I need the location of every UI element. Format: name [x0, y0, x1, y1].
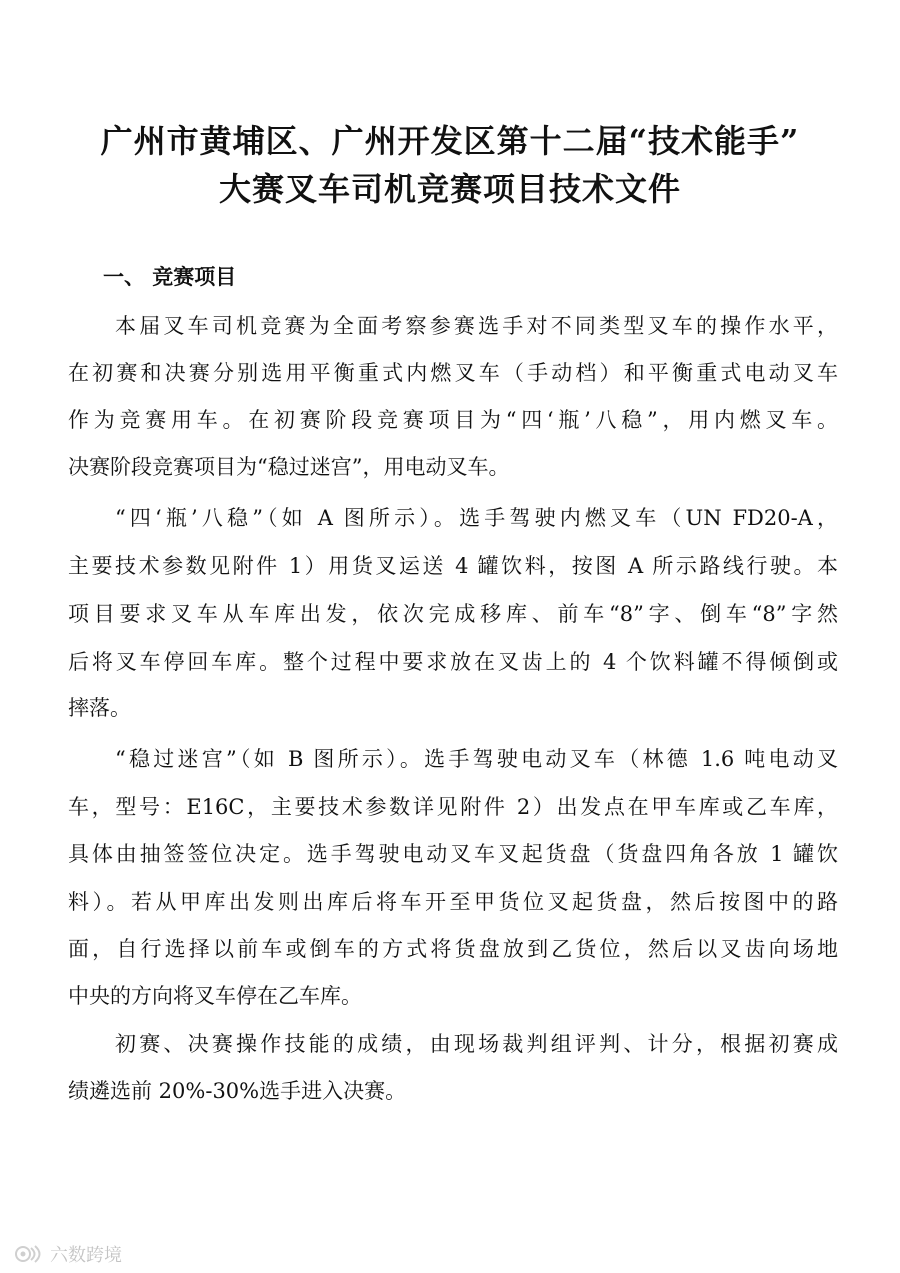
watermark-text: 六数跨境 — [50, 1245, 122, 1266]
paragraph-2-line-4: 后将叉车停回车库。整个过程中要求放在叉齿上的 4 个饮料罐不得倾倒或 — [68, 650, 838, 674]
paragraph-4-line-1: 初赛、决赛操作技能的成绩，由现场裁判组评判、计分，根据初赛成 — [115, 1032, 838, 1056]
paragraph-2-line-2: 主要技术参数见附件 1）用货叉运送 4 罐饮料，按图 A 所示路线行驶。本 — [68, 554, 838, 578]
paragraph-1-line-2: 在初赛和决赛分别选用平衡重式内燃叉车（手动档）和平衡重式电动叉车 — [68, 361, 838, 385]
paragraph-1-line-4: 决赛阶段竞赛项目为“稳过迷宫”，用电动叉车。 — [68, 455, 510, 479]
paragraph-1-line-1: 本届叉车司机竞赛为全面考察参赛选手对不同类型叉车的操作水平， — [115, 314, 838, 338]
brand-logo-icon — [14, 1243, 44, 1265]
paragraph-2-line-3: 项目要求叉车从车库出发，依次完成移库、前车“8”字、倒车“8”字然 — [68, 602, 838, 626]
paragraph-3-line-3: 具体由抽签签位决定。选手驾驶电动叉车叉起货盘（货盘四角各放 1 罐饮 — [68, 842, 838, 866]
paragraph-2-line-5: 摔落。 — [68, 696, 131, 720]
paragraph-3-line-1: “稳过迷宫”（如 B 图所示）。选手驾驶电动叉车（林德 1.6 吨电动叉 — [115, 747, 838, 771]
paragraph-3-line-6: 中央的方向将叉车停在乙车库。 — [68, 984, 362, 1008]
paragraph-1-line-3: 作为竞赛用车。在初赛阶段竞赛项目为“四‘瓶’八稳”，用内燃叉车。 — [68, 408, 838, 432]
document-title-line-2: 大赛叉车司机竞赛项目技术文件 — [218, 170, 681, 208]
paragraph-3-line-4: 料）。若从甲库出发则出库后将车开至甲货位叉起货盘，然后按图中的路 — [68, 890, 838, 914]
watermark — [14, 1241, 122, 1267]
section-heading: 一、 竞赛项目 — [103, 265, 237, 289]
document-title-line-1: 广州市黄埔区、广州开发区第十二届“技术能手” — [100, 122, 800, 160]
paragraph-3-line-2: 车，型号：E16C，主要技术参数详见附件 2）出发点在甲车库或乙车库， — [68, 795, 838, 819]
paragraph-3-line-5: 面，自行选择以前车或倒车的方式将货盘放到乙货位，然后以叉齿向场地 — [68, 937, 838, 961]
paragraph-2-line-1: “四‘瓶’八稳”（如 A 图所示）。选手驾驶内燃叉车（UN FD20-A， — [115, 506, 838, 530]
paragraph-4-line-2: 绩遴选前 20%-30%选手进入决赛。 — [68, 1079, 407, 1103]
